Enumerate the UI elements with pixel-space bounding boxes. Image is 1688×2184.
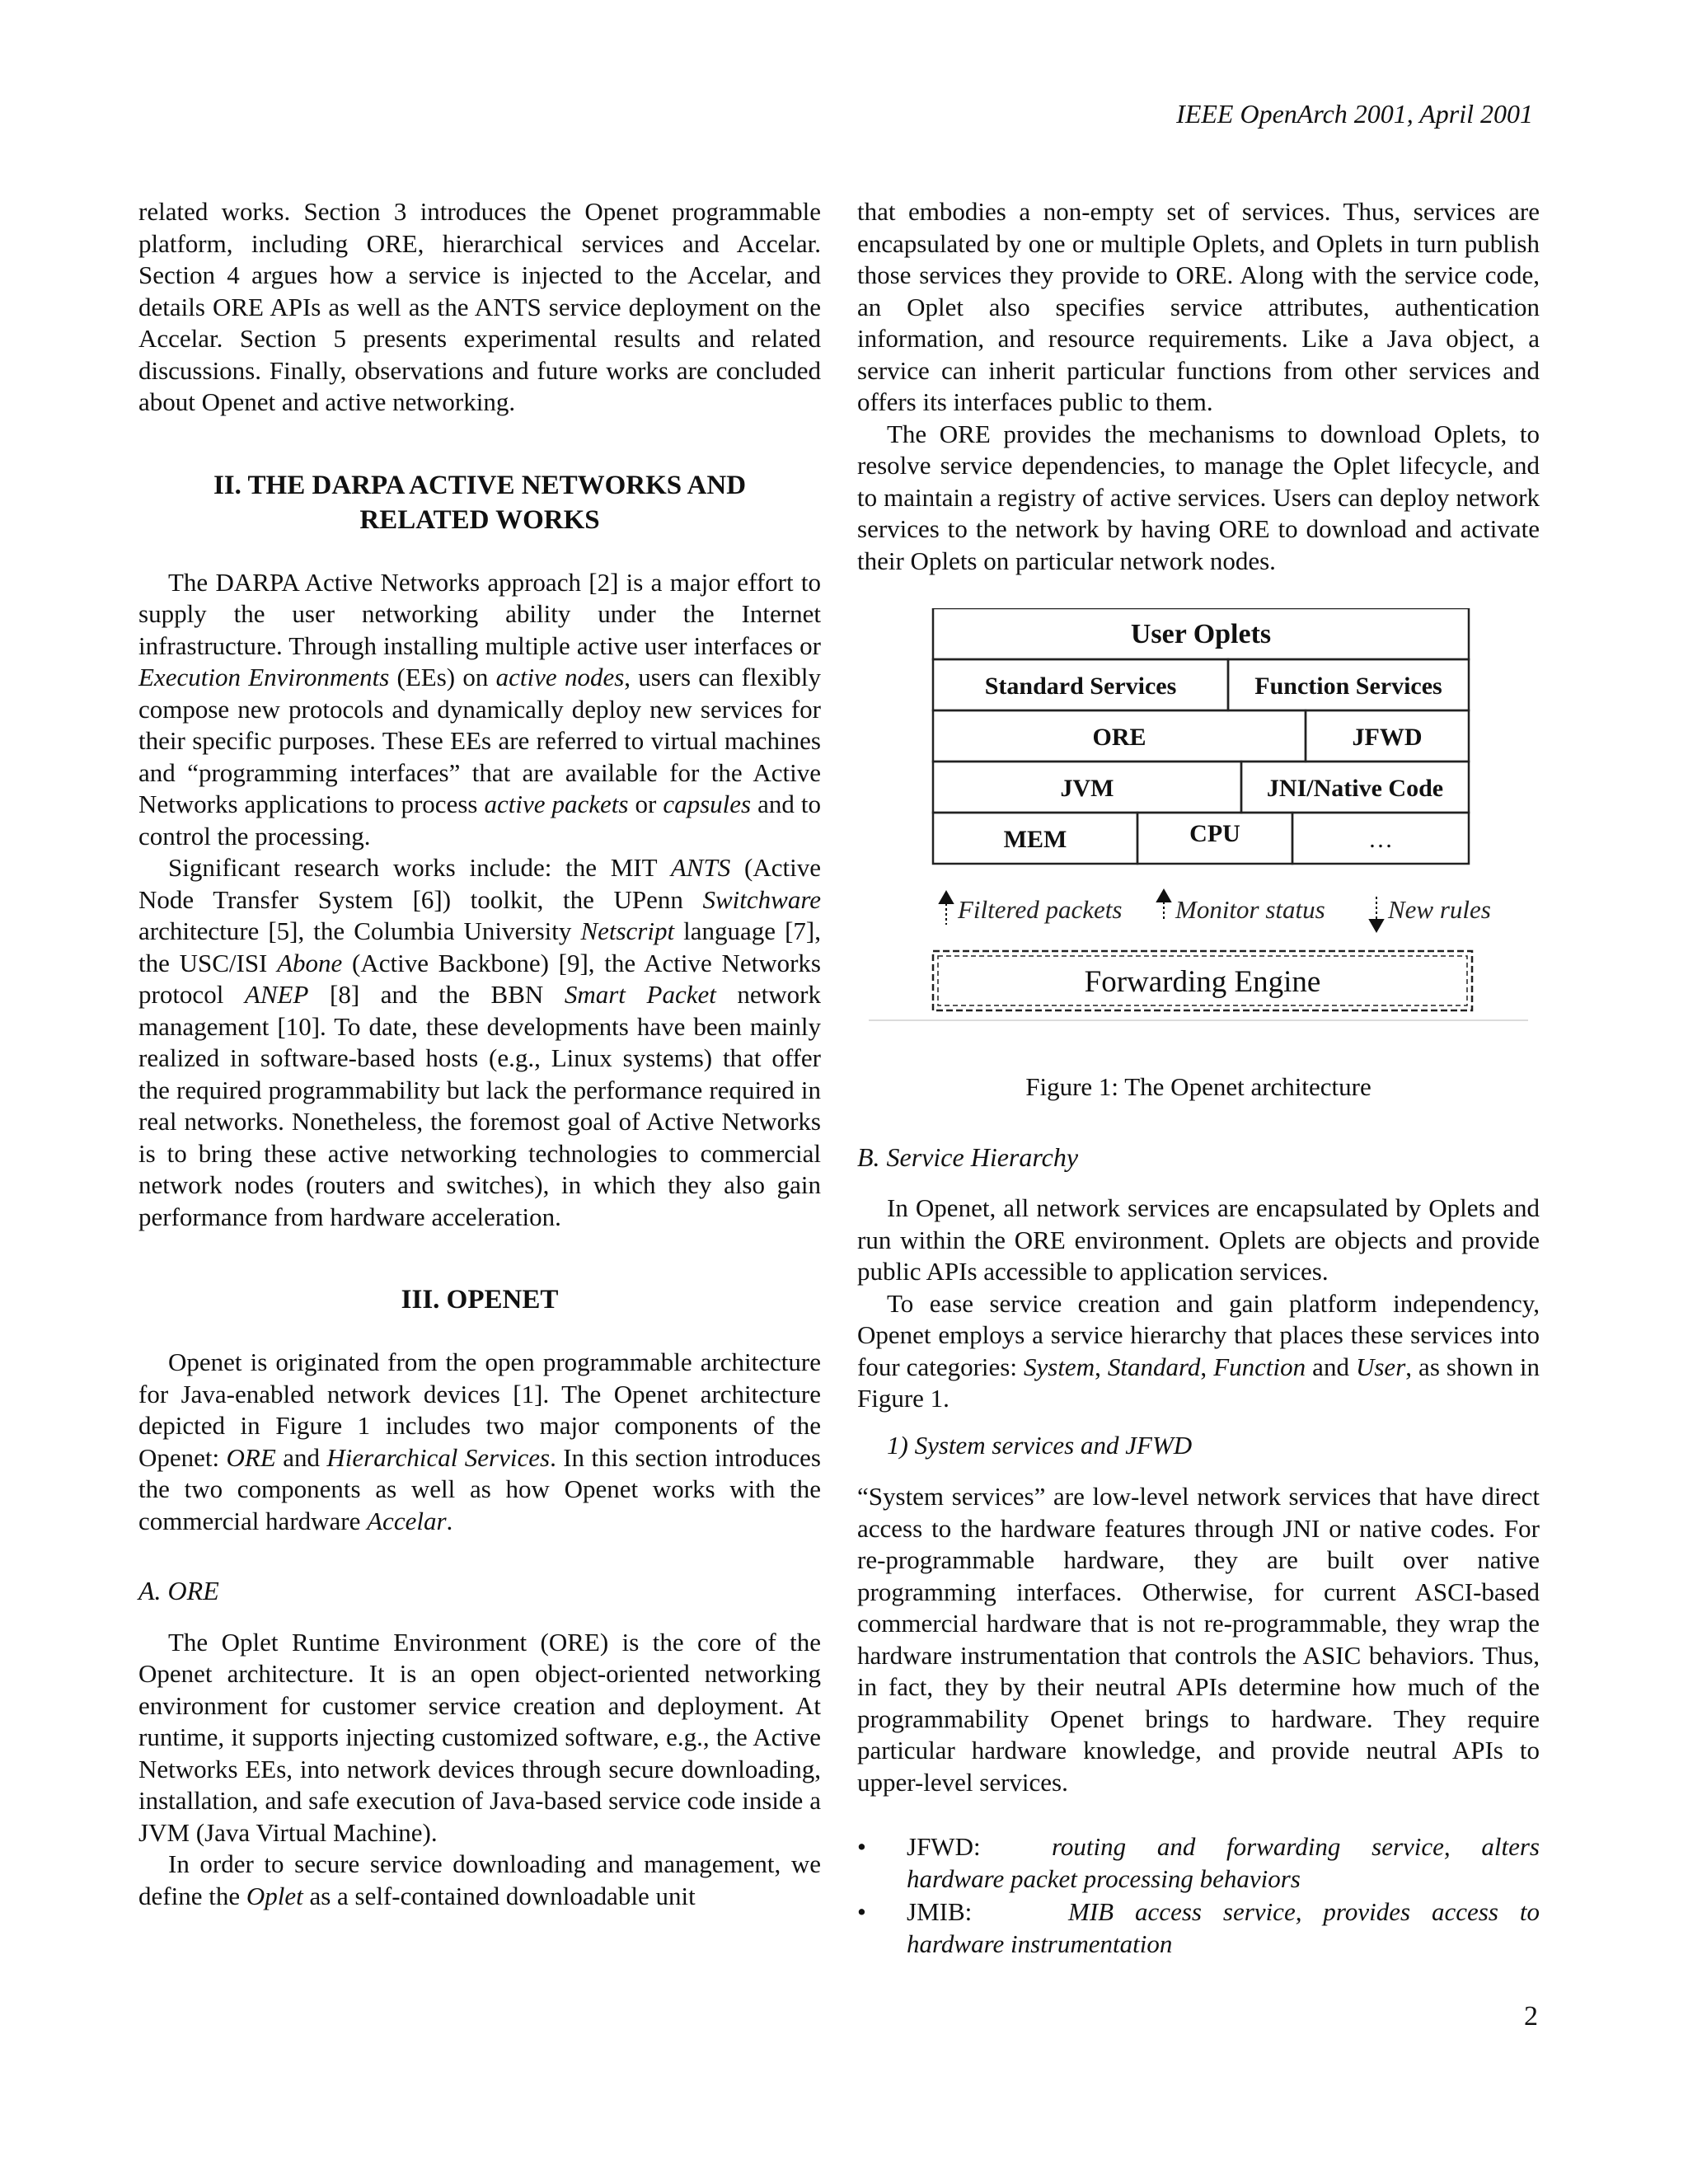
section-2-paragraph-2: Significant research works include: the MIT ANTS (Active Node Transfer System [6]) toolkit, the UPenn Switchware architecture [5], the Columbia University Netscript language [7], the USC/ISI Abone (Active Backbone) [9], the Active Networks protocol ANEP [8] and the BBN Smart Packet network management [10]. To date, these developments have been mainly realized in software-based hosts (e.g., Linux systems) that offer the required programmability but lack the performance required in real networks. Nonetheless, the foremost goal of Active Networks is to bring these active networking technologies to commercial network nodes (routers and switches), in which they also gain performance from hardware acceleration. (138, 853, 822, 1231)
section-2-heading (138, 468, 821, 537)
list-item (857, 1896, 1540, 1960)
page-number: 2 (1524, 2001, 1538, 2032)
bullet-term: JFWD: (907, 1832, 981, 1861)
running-header: IEEE OpenArch 2001, April 2001 (1176, 99, 1533, 129)
fig-forwarding-engine: Forwarding Engine (1084, 965, 1321, 999)
subsection-a-heading: A. ORE (138, 1576, 219, 1605)
subsection-b-heading: B. Service Hierarchy (857, 1141, 1079, 1172)
new-rules-down-arrow-icon (1370, 920, 1383, 931)
subsection-b-paragraph-2: To ease service creation and gain platform independency, Openet employs a service hierarchy that places these services into four categories: System, Standard, Function and User, as shown in Figure 1. (857, 1288, 1540, 1413)
fig-ore: ORE (1092, 724, 1146, 751)
intro-paragraph: related works. Section 3 introduces the Openet programmable platform, including ORE, hierarchical services and Accelar. Section 4 argues how a service is injected to the Accelar, and details ORE APIs as well as the ANTS service deployment on the Accelar. Section 5 presents experimental results and related discussions. Finally, observations and future works are concluded about Openet and active networking. (138, 197, 821, 416)
bullet-term: JMIB: (907, 1897, 973, 1926)
left-column (138, 196, 821, 1912)
system-services-list (857, 1831, 1540, 1960)
fig-jni: JNI/Native Code (1266, 775, 1444, 802)
fig-new-rules: New rules (1388, 895, 1491, 924)
list-item (857, 1831, 1540, 1895)
subsection-a-paragraph-1: The Oplet Runtime Environment (ORE) is the core of the Openet architecture. It is an open object-oriented networking environment for customer service creation and deployment. At runtime, it supports injecting customized software, e.g., the Active Networks EEs, into network devices through secure downloading, installation, and safe execution of Java-based service code inside a JVM (Java Virtual Machine). (138, 1627, 821, 1847)
bullet-icon: • (857, 1897, 866, 1926)
subsection-a-paragraph-2: In order to secure service downloading and management, we define the Oplet as a self-contained downloadable unit (138, 1849, 821, 1910)
subsubsection-1-heading: 1) System services and JFWD (887, 1430, 1193, 1460)
fig-mem: MEM (1003, 826, 1067, 853)
right-column (857, 196, 1540, 1961)
fig-ellipsis: … (1368, 826, 1393, 853)
ore-paragraph: The ORE provides the mechanisms to download Oplets, to resolve service dependencies, to manage the Oplet lifecycle, and to maintain a registry of active services. Users can deploy network services to the network by having ORE to download and activate their Oplets on particular network nodes. (857, 419, 1540, 575)
fig-function-services: Function Services (1254, 673, 1442, 700)
fig-jvm: JVM (1060, 775, 1114, 802)
section-3-paragraph-1: Openet is originated from the open programmable architecture for Java-enabled network devices [1]. The Openet architecture depicted in Figure 1 includes two major components of the Openet: ORE and Hierarchical Services. In this section introduces the two components as well as how Openet works with the commercial hardware Accelar. (138, 1347, 821, 1535)
fig-cpu: CPU (1189, 820, 1240, 847)
continued-paragraph: that embodies a non-empty set of services. Thus, services are encapsulated by one or multiple Oplets, and Oplets in turn publish those services they provide to ORE. Along with the service code, an Oplet also specifies service attributes, authentication information, and resource requirements. Like a Java object, a service can inherit particular functions from other services and offers its interfaces public to them. (857, 197, 1540, 416)
system-services-paragraph: “System services” are low-level network services that have direct access to the hardware features through JNI or native codes. For re-programmable hardware, they are built over native programming interfaces. Otherwise, for current ASCI-based commercial hardware that is not re-programmable, they wrap the hardware instrumentation that controls the ASIC behaviors. Thus, in fact, they by their neutral APIs determine how much of the programmability Openet brings to hardware. They require particular hardware knowledge, and provide neutral APIs to upper-level services. (857, 1482, 1540, 1797)
bullet-description: routing and forwarding service, alters hardware packet processing behaviors (907, 1832, 1540, 1893)
subsection-b-paragraph-1: In Openet, all network services are encapsulated by Oplets and run within the ORE environment. Oplets are objects and provide public APIs accessible to application services. (857, 1193, 1540, 1286)
openet-architecture-diagram (857, 608, 1540, 1053)
section-2-paragraph-1: The DARPA Active Networks approach [2] is a major effort to supply the user networking ability under the Internet infrastructure. Through installing multiple active user interfaces or Execution Environments (EEs) on active nodes, users can flexibly compose new protocols and dynamically deploy new services for their specific purposes. These EEs are referred to virtual machines and “programming interfaces” that are available for the Active Networks applications to process active packets or capsules and to control the processing. (138, 567, 822, 851)
bullet-icon: • (857, 1832, 866, 1861)
fig-filtered-packets: Filtered packets (958, 895, 1123, 924)
fig-standard-services: Standard Services (984, 673, 1177, 700)
figure-1-caption: Figure 1: The Openet architecture (1025, 1072, 1372, 1101)
filtered-packets-up-arrow-icon (940, 892, 953, 903)
bullet-description: MIB access service, provides access to hardware instrumentation (907, 1897, 1540, 1958)
section-2-title-line2: RELATED WORKS (359, 504, 600, 535)
fig-monitor-status: Monitor status (1175, 895, 1325, 924)
monitor-status-up-arrow-icon (1157, 890, 1170, 902)
section-3-heading: III. OPENET (401, 1285, 559, 1315)
fig-jfwd: JFWD (1352, 724, 1423, 751)
section-2-title-line1: II. THE DARPA ACTIVE NETWORKS AND (213, 470, 747, 500)
fig-user-oplets: User Oplets (1130, 619, 1272, 649)
figure-1 (857, 608, 1540, 1053)
